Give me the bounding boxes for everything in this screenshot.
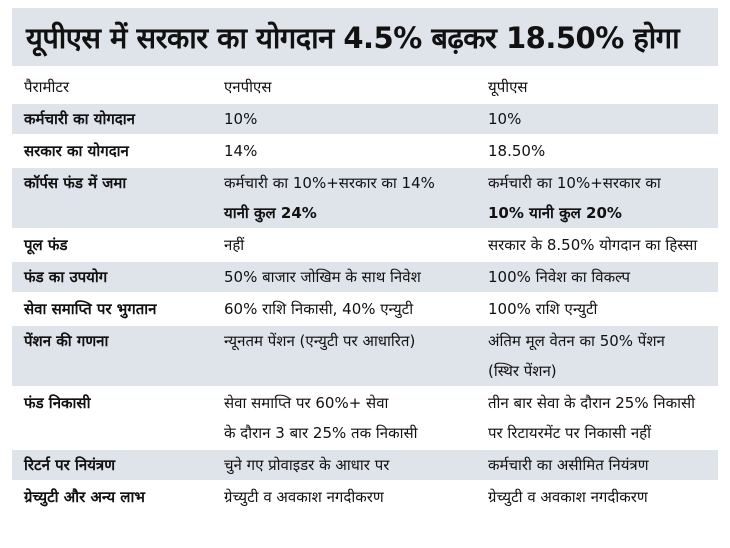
table-row [12,387,718,449]
row-ups: 18.50% [476,135,718,167]
row-parameter: कर्मचारी का योगदान [12,103,212,135]
header-parameter: पैरामीटर [12,72,212,103]
header-ups: यूपीएस [476,72,718,103]
row-ups: अंतिम मूल वेतन का 50% पेंशन (स्थिर पेंशन) [476,325,718,387]
row-nps: 10% [212,103,476,135]
table-row [12,261,718,293]
row-ups: 100% राशि एन्युटी [476,293,718,325]
table-row [12,449,718,481]
row-ups: 10% [476,103,718,135]
table-row [12,103,718,135]
row-nps: ग्रेच्युटी व अवकाश नगदीकरण [212,481,476,513]
table-row [12,325,718,387]
row-parameter: सेवा समाप्ति पर भुगतान [12,293,212,325]
headline-banner [12,8,718,66]
row-parameter: फंड निकासी [12,387,212,449]
row-parameter: पेंशन की गणना [12,325,212,387]
row-ups: 100% निवेश का विकल्प [476,261,718,293]
row-nps: न्यूनतम पेंशन (एन्युटी पर आधारित) [212,325,476,387]
row-parameter: रिटर्न पर नियंत्रण [12,449,212,481]
table-row [12,229,718,261]
table-header-row [12,72,718,103]
row-parameter: कॉर्पस फंड में जमा [12,167,212,229]
table-row [12,481,718,513]
row-ups: सरकार के 8.50% योगदान का हिस्सा [476,229,718,261]
row-nps: सेवा समाप्ति पर 60%+ सेवा के दौरान 3 बार 25% तक निकासी [212,387,476,449]
row-parameter: पूल फंड [12,229,212,261]
header-nps: एनपीएस [212,72,476,103]
row-nps: कर्मचारी का 10%+सरकार का 14% यानी कुल 24% [212,167,476,229]
table-row [12,167,718,229]
row-ups: ग्रेच्युटी व अवकाश नगदीकरण [476,481,718,513]
row-parameter: सरकार का योगदान [12,135,212,167]
row-nps: 14% [212,135,476,167]
row-ups: कर्मचारी का 10%+सरकार का 10% यानी कुल 20% [476,167,718,229]
table-row [12,293,718,325]
row-parameter: ग्रेच्युटी और अन्य लाभ [12,481,212,513]
page-title: यूपीएस में सरकार का योगदान 4.5% बढ़कर 18.50% होगा [26,20,680,55]
row-ups: तीन बार सेवा के दौरान 25% निकासी पर रिटायरमेंट पर निकासी नहीं [476,387,718,449]
row-nps: नहीं [212,229,476,261]
table-row [12,135,718,167]
row-nps: 60% राशि निकासी, 40% एन्युटी [212,293,476,325]
row-parameter: फंड का उपयोग [12,261,212,293]
row-nps: चुने गए प्रोवाइडर के आधार पर [212,449,476,481]
row-nps: 50% बाजार जोखिम के साथ निवेश [212,261,476,293]
row-ups: कर्मचारी का असीमित नियंत्रण [476,449,718,481]
comparison-table [12,72,718,514]
